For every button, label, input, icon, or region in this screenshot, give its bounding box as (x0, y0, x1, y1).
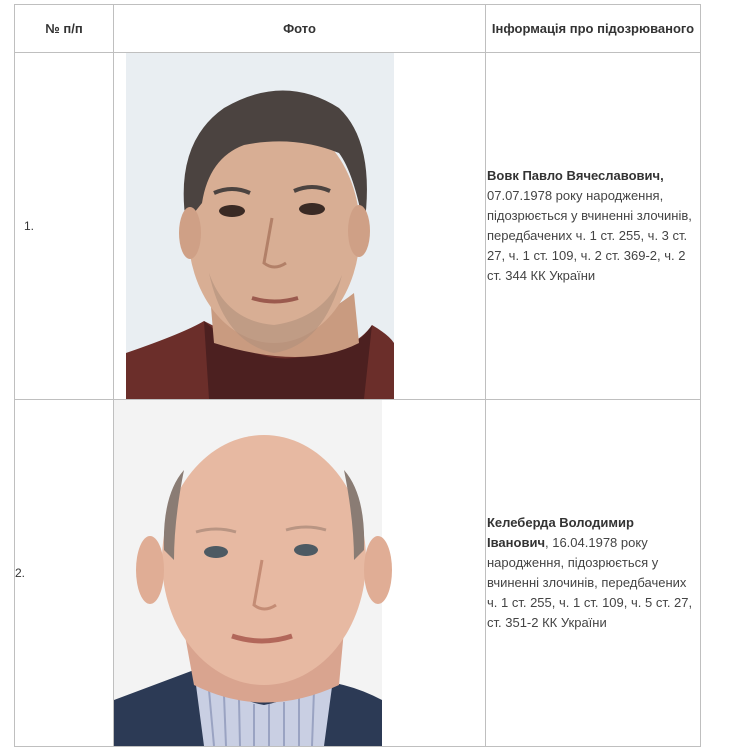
suspect-name: Келеберда Володимир Іванович (487, 515, 634, 550)
photo-cell (114, 53, 486, 400)
row-number: 2. (15, 566, 26, 580)
header-number: № п/п (15, 5, 114, 53)
info-cell (486, 400, 701, 747)
header-info: Інформація про підозрюваного (486, 5, 701, 53)
row-number-cell (15, 400, 114, 747)
info-cell (486, 53, 701, 400)
suspect-photo-1 (114, 53, 486, 399)
photo-cell (114, 400, 486, 747)
suspect-photo-2 (114, 400, 486, 746)
row-number-cell (15, 53, 114, 400)
header-photo: Фото (114, 5, 486, 53)
suspects-table (14, 4, 701, 747)
suspect-details: , 16.04.1978 року народження, підозрюється у вчиненні злочинів, передбачених ч. 1 ст. 255, ч. 1 ст. 109, ч. 5 ст. 27, ст. 351-2 КК України (487, 535, 693, 630)
suspect-name: Вовк Павло Вячеславович, (487, 168, 664, 183)
row-number: 1. (24, 219, 35, 233)
suspect-details: 07.07.1978 року народження, підозрюється у вчиненні злочинів, передбачених ч. 1 ст. 255, ч. 3 ст. 27, ч. 1 ст. 109, ч. 2 ст. 369-2, ч. 2 ст. 344 КК України (487, 188, 692, 283)
table-row (15, 400, 701, 747)
table-row (15, 53, 701, 400)
header-row (15, 5, 701, 53)
